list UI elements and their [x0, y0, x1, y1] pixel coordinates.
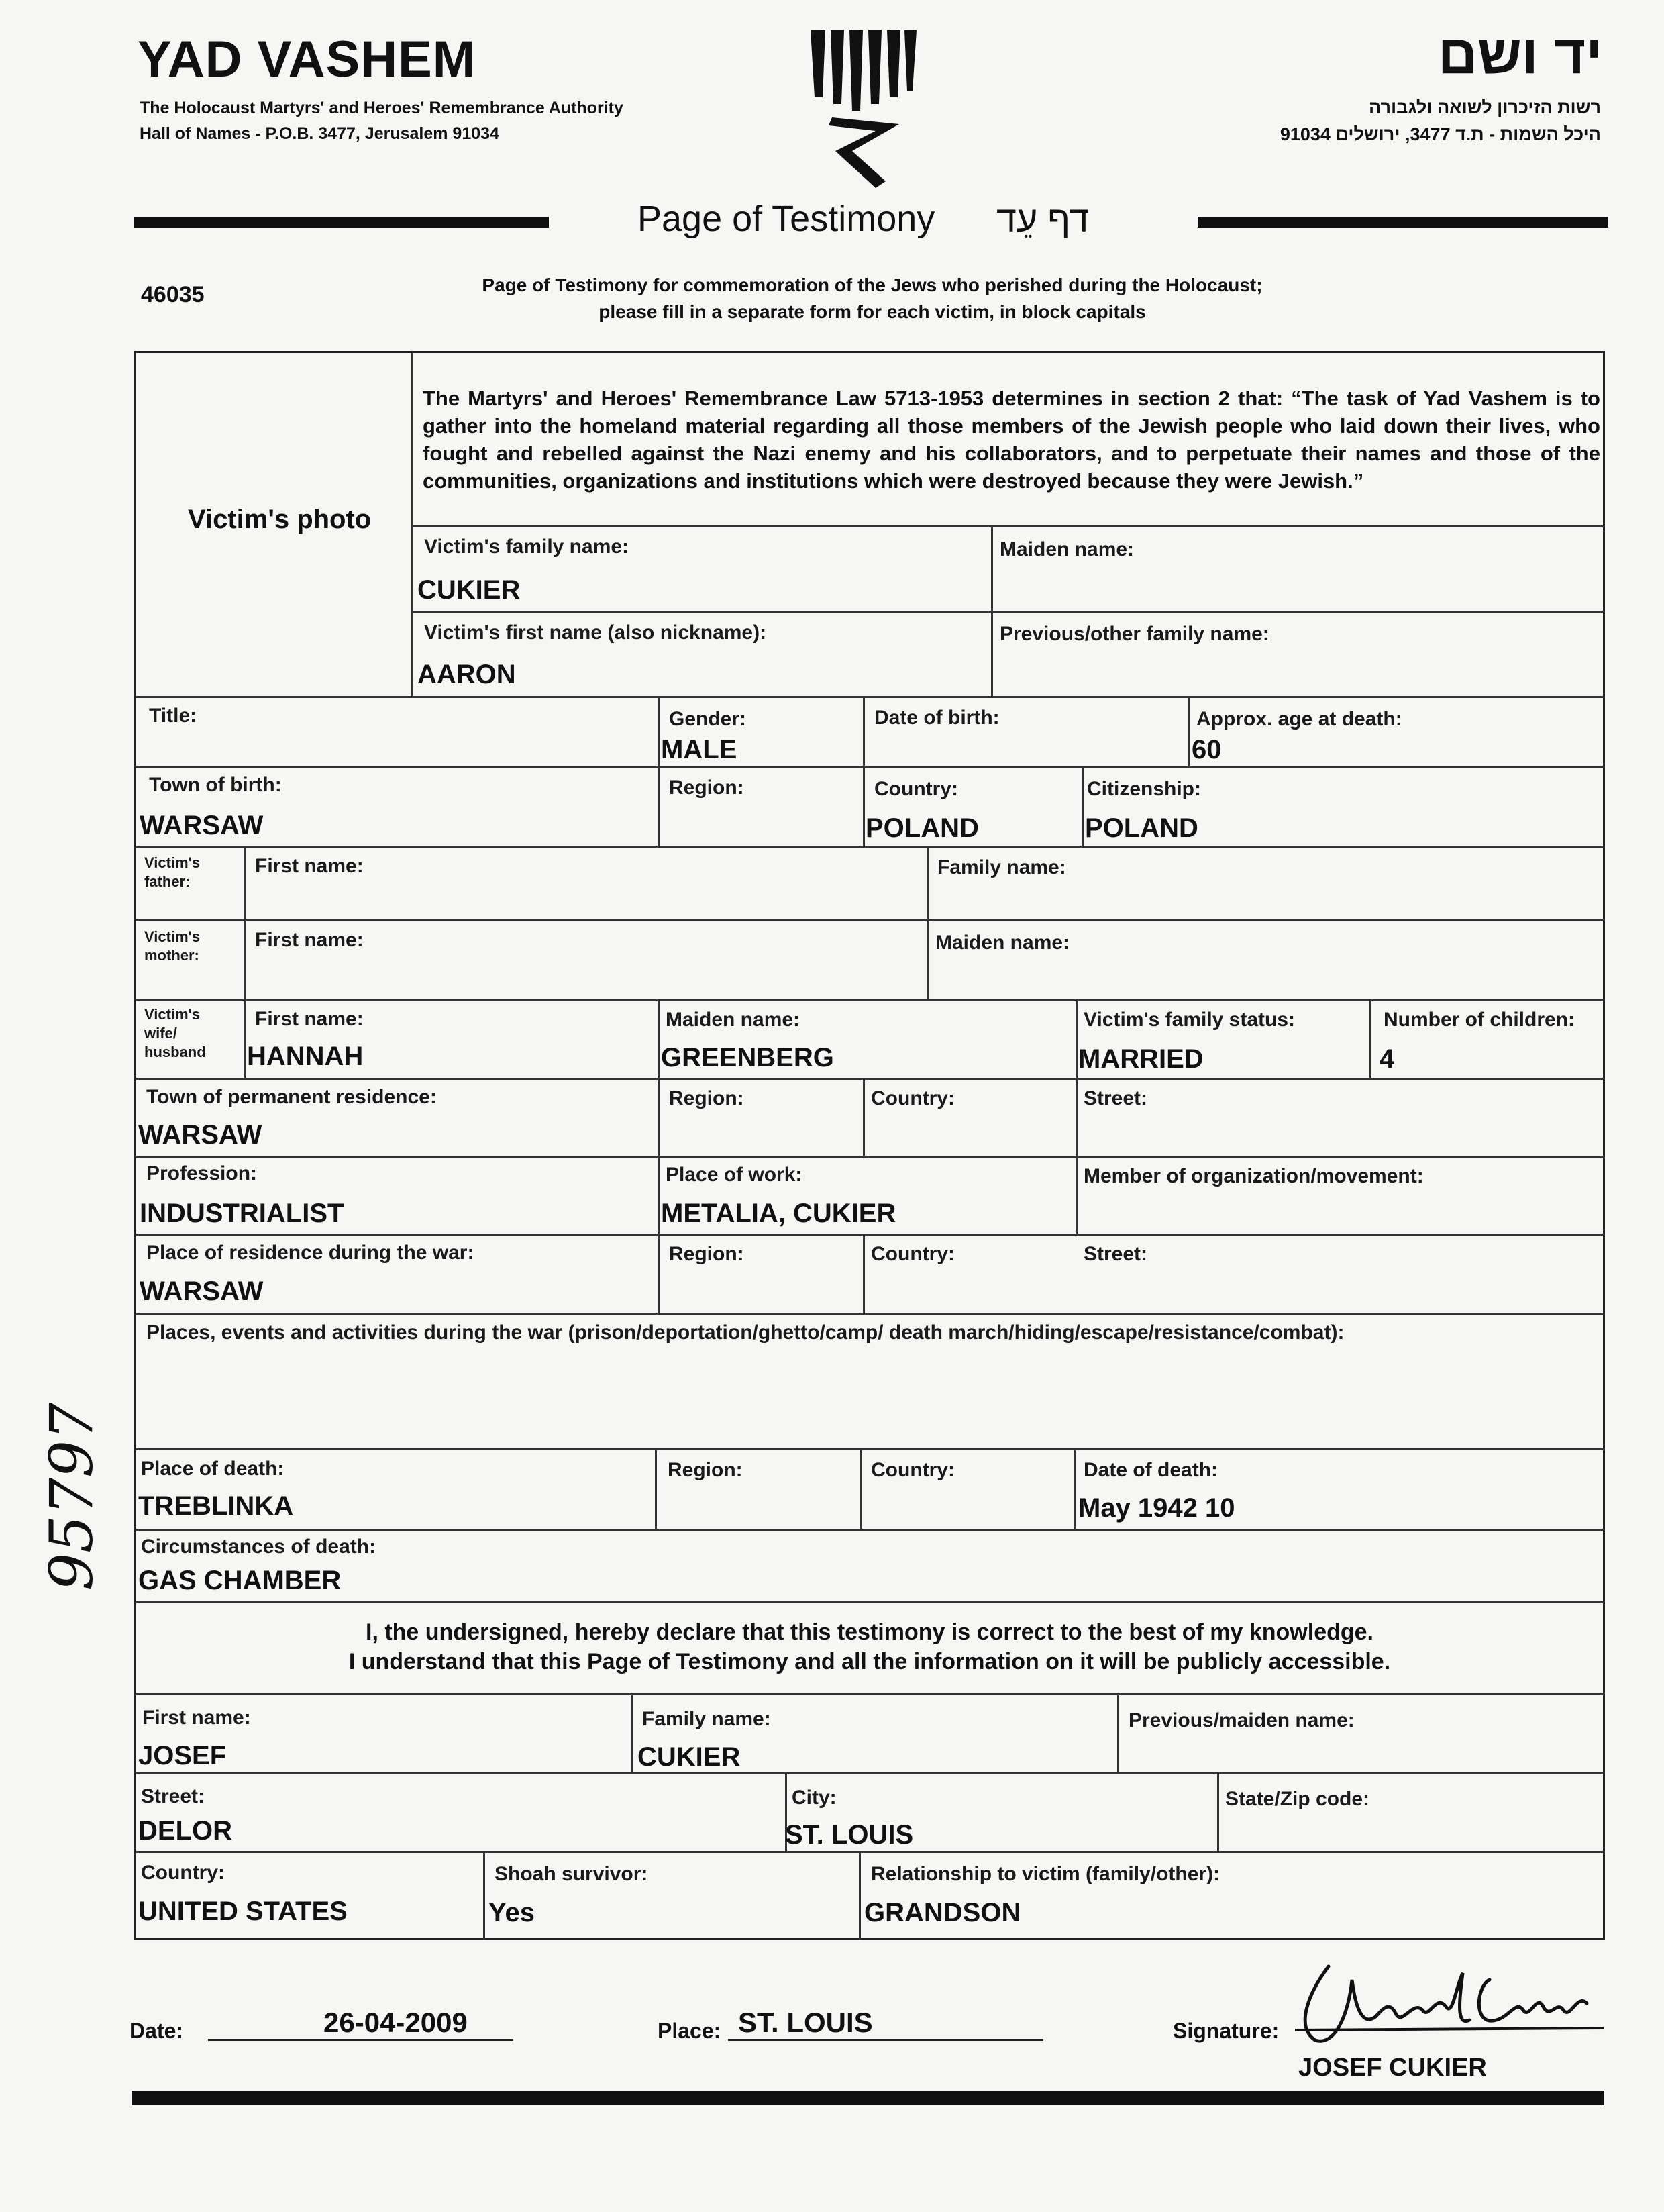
org-subtitle [140, 95, 623, 146]
declaration-text [134, 1617, 1605, 1676]
footer-place-value: ST. LOUIS [738, 2007, 873, 2038]
grid-line [136, 1529, 1605, 1531]
dob-label: Date of birth: [874, 707, 1000, 729]
intro-line1: Page of Testimony for commemoration of the Jews who perished during the Holocaust; [482, 274, 1263, 295]
grid-line [658, 696, 660, 846]
submitter-street-value: DELOR [138, 1816, 232, 1846]
children-label: Number of children: [1384, 1009, 1575, 1031]
org-name: YAD VASHEM [138, 31, 476, 88]
spouse-maiden-name-value: GREENBERG [661, 1043, 834, 1072]
mother-first-name-label: First name: [255, 929, 364, 951]
citizenship-label: Citizenship: [1087, 778, 1201, 800]
previous-name-label: Previous/other family name: [1000, 623, 1269, 645]
mother-maiden-name-label: Maiden name: [935, 932, 1070, 954]
submitter-first-name-value: JOSEF [138, 1741, 227, 1770]
form-number: 46035 [141, 282, 205, 307]
grid-line [136, 1772, 1605, 1774]
title-label: Title: [149, 705, 197, 727]
spouse-first-name-value: HANNAH [247, 1042, 364, 1071]
father-family-name-label: Family name: [937, 856, 1066, 878]
residence-town-value: WARSAW [138, 1120, 262, 1150]
residence-region-label: Region: [669, 1087, 744, 1109]
grid-line [136, 919, 1605, 921]
page-title-hebrew: דף עֵד [996, 199, 1090, 240]
intro-line2: please fill in a separate form for each victim, in block capitals [599, 301, 1146, 322]
death-date-label: Date of death: [1084, 1459, 1218, 1481]
children-value: 4 [1380, 1044, 1395, 1074]
war-street-label: Street: [1084, 1243, 1148, 1265]
grid-line [655, 1448, 657, 1529]
submitter-country-label: Country: [141, 1862, 225, 1884]
intro-text [396, 272, 1349, 325]
grid-line [136, 766, 1605, 768]
declaration-line1: I, the undersigned, hereby declare that this testimony is correct to the best of my knowledge. [366, 1619, 1373, 1645]
grid-line [136, 1693, 1605, 1695]
profession-label: Profession: [146, 1162, 258, 1185]
org-subtitle-hebrew-line1: רשות הזיכרון לשואה ולגבורה [1369, 97, 1601, 117]
title-rule-right [1198, 217, 1608, 228]
grid-line [991, 525, 993, 696]
grid-line [136, 1601, 1605, 1603]
footer-place-label: Place: [658, 2019, 721, 2043]
residence-town-label: Town of permanent residence: [146, 1086, 437, 1108]
footer-date-label: Date: [129, 2019, 184, 2043]
grid-line [863, 1234, 865, 1314]
death-circumstances-label: Circumstances of death: [141, 1536, 376, 1558]
grid-line [631, 1693, 633, 1772]
spouse-first-name-label: First name: [255, 1008, 364, 1030]
grid-line [136, 1234, 1605, 1236]
submitter-city-value: ST. LOUIS [785, 1820, 914, 1850]
region-label: Region: [669, 776, 744, 799]
grid-line [863, 696, 865, 846]
title-rule-left [134, 217, 549, 228]
first-name-value: AARON [417, 660, 516, 689]
grid-line [927, 846, 929, 999]
age-label: Approx. age at death: [1196, 708, 1402, 730]
town-birth-label: Town of birth: [149, 774, 282, 796]
relationship-value: GRANDSON [864, 1898, 1021, 1927]
grid-line [1076, 1078, 1078, 1236]
residence-country-label: Country: [871, 1087, 955, 1109]
org-name-hebrew: יד ושם [1437, 24, 1602, 85]
first-name-label: Victim's first name (also nickname): [424, 621, 767, 644]
org-subtitle-line1: The Holocaust Martyrs' and Heroes' Remembrance Authority [140, 99, 623, 117]
victim-photo-area: Victim's photo [188, 505, 372, 534]
grid-line [860, 1448, 862, 1529]
relationship-label: Relationship to victim (family/other): [871, 1863, 1220, 1885]
war-residence-value: WARSAW [140, 1276, 264, 1306]
residence-street-label: Street: [1084, 1087, 1148, 1109]
submitter-first-name-label: First name: [142, 1707, 251, 1729]
submitter-country-value: UNITED STATES [138, 1897, 348, 1926]
grid-line [1082, 766, 1084, 846]
family-name-value: CUKIER [417, 575, 521, 605]
maiden-name-label: Maiden name: [1000, 538, 1135, 560]
org-subtitle-hebrew [1280, 94, 1601, 148]
spouse-maiden-name-label: Maiden name: [666, 1009, 800, 1031]
death-date-value: May 1942 10 [1078, 1493, 1235, 1523]
grid-line [1217, 1772, 1219, 1851]
citizenship-value: POLAND [1085, 813, 1198, 843]
grid-line [859, 1851, 861, 1940]
war-region-label: Region: [669, 1243, 744, 1265]
law-text: The Martyrs' and Heroes' Remembrance Law 5713-1953 determines in section 2 that: “The task of Yad Vashem is to gather into the homeland material regarding all those members of the Jewish people who laid down their lives, who fought and rebelled against the Nazi enemy and his collaborators, and to perpetuate their names and those of the communities, organizations and institutions which were destroyed because they were Jewish.” [423, 387, 1600, 493]
submitter-family-name-value: CUKIER [637, 1742, 741, 1772]
footer-signature-label: Signature: [1173, 2019, 1280, 2043]
org-subtitle-line2: Hall of Names - P.O.B. 3477, Jerusalem 91034 [140, 124, 499, 143]
menorah-logo-icon [805, 23, 919, 191]
submitter-city-label: City: [792, 1787, 837, 1809]
page-title: Page of Testimony [637, 199, 935, 239]
grid-line [1369, 999, 1371, 1078]
age-value: 60 [1192, 735, 1222, 764]
member-label: Member of organization/movement: [1084, 1165, 1424, 1187]
gender-label: Gender: [669, 708, 747, 730]
work-label: Place of work: [666, 1164, 802, 1186]
testimony-form-grid [134, 351, 1605, 1940]
grid-line [136, 696, 1605, 698]
grid-line [1074, 1448, 1076, 1529]
work-value: METALIA, CUKIER [661, 1199, 896, 1228]
signature-icon [1288, 1953, 1610, 2054]
country-label: Country: [874, 778, 958, 800]
grid-line [1117, 1693, 1119, 1772]
grid-line [136, 1078, 1605, 1080]
war-residence-label: Place of residence during the war: [146, 1242, 474, 1264]
bottom-bar [132, 2091, 1604, 2105]
family-status-label: Victim's family status: [1084, 1009, 1296, 1031]
grid-line [136, 846, 1605, 848]
place-underline [728, 2039, 1043, 2041]
org-subtitle-hebrew-line2: היכל השמות - ת.ד 3477, ירושלים 91034 [1280, 124, 1601, 144]
profession-value: INDUSTRIALIST [140, 1199, 344, 1228]
grid-line [1188, 696, 1190, 766]
submitter-family-name-label: Family name: [642, 1708, 771, 1730]
grid-line [863, 1078, 865, 1156]
death-country-label: Country: [871, 1459, 955, 1481]
grid-line [136, 1313, 1605, 1315]
death-place-value: TREBLINKA [138, 1491, 294, 1521]
date-underline [208, 2039, 513, 2041]
grid-line [244, 846, 246, 1078]
grid-line [411, 525, 1605, 527]
gender-value: MALE [661, 735, 737, 764]
grid-line [136, 1156, 1605, 1158]
footer-date-value: 26-04-2009 [323, 2007, 468, 2038]
submitter-street-label: Street: [141, 1785, 205, 1807]
country-birth-value: POLAND [866, 813, 979, 843]
death-circumstances-value: GAS CHAMBER [138, 1566, 342, 1595]
town-birth-value: WARSAW [140, 811, 264, 840]
war-events-label: Places, events and activities during the war (prison/deportation/ghetto/camp/ death march/hiding/escape/resistance/combat): [146, 1321, 1345, 1344]
survivor-label: Shoah survivor: [495, 1863, 648, 1885]
declaration-line2: I understand that this Page of Testimony and all the information on it will be publicly accessible. [348, 1649, 1391, 1674]
father-first-name-label: First name: [255, 855, 364, 877]
grid-line [658, 999, 660, 1314]
grid-line [136, 999, 1605, 1001]
grid-line [411, 353, 413, 696]
family-name-label: Victim's family name: [424, 536, 629, 558]
death-place-label: Place of death: [141, 1458, 284, 1480]
survivor-value: Yes [488, 1898, 535, 1927]
grid-line [136, 1448, 1605, 1450]
submitter-state-label: State/Zip code: [1225, 1788, 1370, 1810]
mother-row-label: Victim's mother: [144, 928, 201, 964]
margin-number: 95797 [37, 1403, 106, 1591]
grid-line [136, 1851, 1605, 1853]
grid-line [483, 1851, 485, 1940]
submitter-prev-name-label: Previous/maiden name: [1129, 1709, 1355, 1731]
spouse-row-label: Victim's wife/ husband [144, 1006, 206, 1060]
signature-name: JOSEF CUKIER [1298, 2054, 1487, 2082]
death-region-label: Region: [668, 1459, 743, 1481]
family-status-value: MARRIED [1078, 1044, 1204, 1074]
grid-line [411, 611, 1605, 613]
father-row-label: Victim's father: [144, 854, 201, 890]
war-country-label: Country: [871, 1243, 955, 1265]
